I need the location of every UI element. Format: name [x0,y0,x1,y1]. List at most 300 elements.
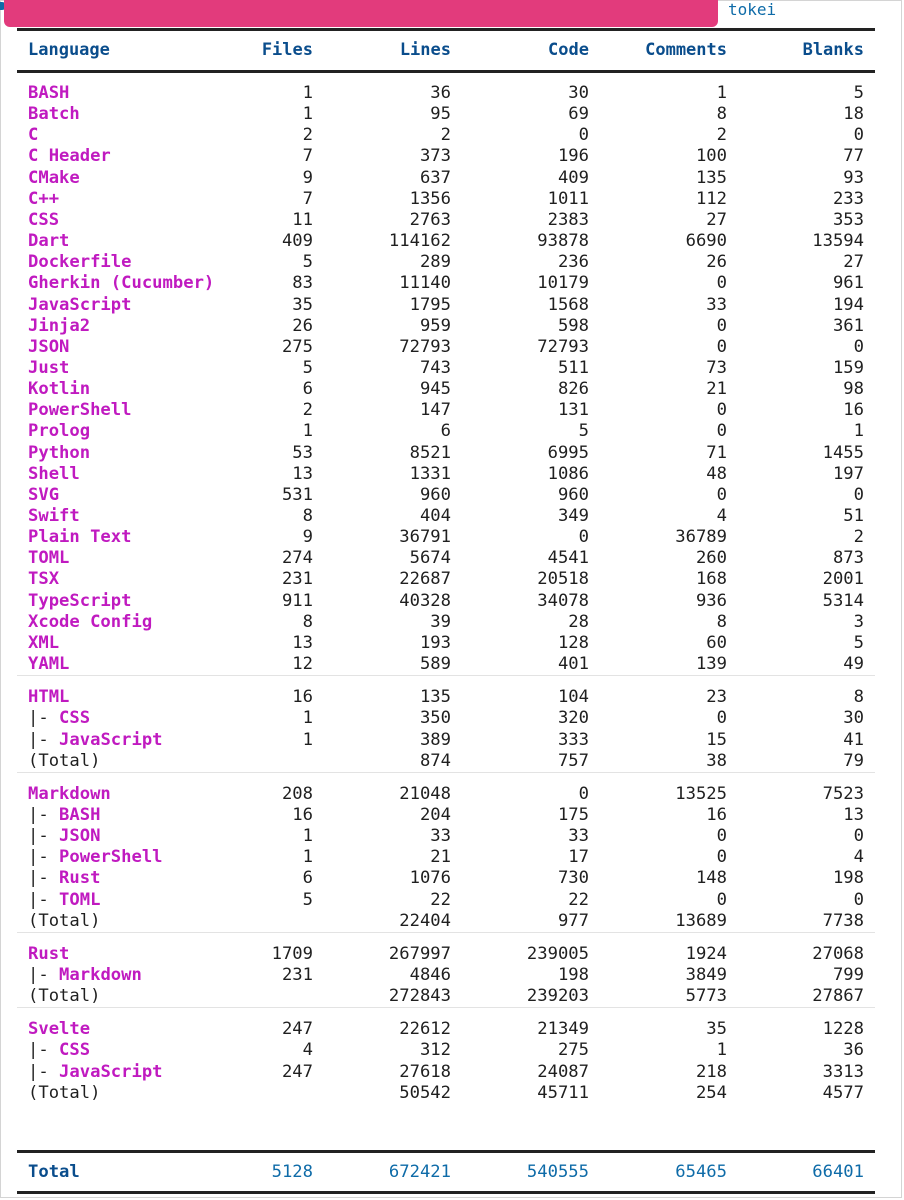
files-cell: 83 [292,273,313,294]
code-cell: 10179 [537,273,589,294]
language-name: TSX [28,569,60,590]
redacted-command-prefix [4,0,718,27]
comments-cell: 21 [706,379,727,400]
code-cell: 1568 [547,294,589,315]
lines-cell: 1331 [409,463,451,484]
group-separator [17,675,875,676]
files-cell: 7 [302,188,313,209]
blanks-cell: 233 [832,188,864,209]
files-cell: 231 [281,965,313,985]
language-name: JavaScript [59,729,163,750]
language-name: Just [28,357,70,378]
blanks-cell: 159 [832,357,864,378]
group-total-label: (Total) [28,750,101,771]
lines-cell: 135 [419,687,451,708]
comments-cell: 71 [706,442,727,463]
column-header-comments: Comments [645,40,727,60]
comments-cell: 0 [716,889,727,910]
lines-cell: 36 [430,83,451,103]
code-cell: 6995 [547,442,589,463]
code-cell: 1011 [547,188,589,209]
embedded-language-label [28,805,100,826]
files-cell: 13 [292,632,313,653]
lines-cell: 289 [419,252,451,273]
language-name: Rust [59,868,101,889]
table-row [28,400,864,421]
files-cell: 1 [302,421,313,442]
code-cell: 826 [557,379,589,400]
files-cell: 7 [302,146,313,167]
blanks-cell: 0 [853,889,864,910]
lines-cell: 5674 [409,548,451,569]
comments-cell: 15 [706,729,727,750]
embedded-language-row [28,708,864,729]
blanks-cell: 7738 [822,910,864,931]
comments-cell: 0 [716,708,727,729]
table-row [28,231,864,252]
lines-cell: 743 [419,357,451,378]
code-cell: 128 [557,632,589,653]
files-cell: 1 [302,83,313,103]
blanks-cell: 66401 [812,1162,864,1182]
language-name: Gherkin (Cucumber) [28,273,215,294]
language-name: Jinja2 [28,315,91,336]
lines-cell: 11140 [399,273,451,294]
language-name: Swift [28,506,80,526]
files-cell: 13 [292,463,313,484]
language-name: JSON [28,336,70,357]
table-top-rule [17,28,875,31]
lines-cell: 6 [440,421,451,442]
table-row [28,337,864,358]
table-row [28,210,864,231]
language-name: Prolog [28,421,91,442]
blanks-cell: 13 [843,804,864,825]
table-row [28,633,864,654]
blanks-cell: 27 [843,252,864,273]
code-cell: 93878 [537,231,589,252]
embedded-language-label [28,890,100,911]
embedded-language-row [28,1062,864,1083]
lines-cell: 39 [430,611,451,632]
comments-cell: 3849 [685,965,727,985]
code-cell: 275 [557,1040,589,1061]
comments-cell: 218 [695,1061,727,1082]
comments-cell: 0 [716,273,727,294]
code-cell: 22 [568,889,589,910]
files-cell: 5128 [271,1162,313,1182]
files-cell: 16 [292,687,313,708]
table-row [28,125,864,146]
language-name: TypeScript [28,590,132,611]
lines-cell: 8521 [409,442,451,463]
table-row [28,168,864,189]
code-cell: 175 [557,804,589,825]
lines-cell: 404 [419,506,451,526]
blanks-cell: 13594 [812,231,864,252]
lines-cell: 945 [419,379,451,400]
language-name: Kotlin [28,379,91,400]
files-cell: 208 [281,783,313,804]
comments-cell: 8 [716,611,727,632]
table-row [28,273,864,294]
embedded-language-row [28,730,864,751]
code-cell: 30 [568,83,589,103]
language-name: JavaScript [28,294,132,315]
files-cell: 6 [302,379,313,400]
lines-cell: 2 [440,125,451,146]
comments-cell: 0 [716,336,727,357]
code-cell: 333 [557,729,589,750]
comments-cell: 139 [695,654,727,675]
blanks-cell: 98 [843,379,864,400]
tree-prefix: |- [28,826,60,847]
files-cell: 5 [302,357,313,378]
language-name: Dockerfile [28,252,132,273]
total-top-rule [17,1150,875,1153]
comments-cell: 48 [706,463,727,484]
table-row [28,612,864,633]
tree-prefix: |- [28,1061,60,1082]
comments-cell: 1 [716,83,727,103]
lines-cell: 33 [430,826,451,847]
column-header-blanks: Blanks [802,40,864,60]
group-total-label: (Total) [28,1082,101,1103]
lines-cell: 50542 [399,1082,451,1103]
files-cell: 5 [302,252,313,273]
files-cell: 4 [302,1040,313,1061]
code-cell: 511 [557,357,589,378]
files-cell: 2 [302,400,313,421]
blanks-cell: 16 [843,400,864,421]
grand-total-row [28,1162,864,1183]
blanks-cell: 27867 [812,986,864,1007]
code-cell: 239005 [526,943,589,964]
grand-total-label: Total [28,1162,80,1182]
comments-cell: 2 [716,125,727,146]
code-cell: 977 [557,910,589,931]
language-name: BASH [59,804,101,825]
language-name: C [28,125,39,146]
column-header-language: Language [28,40,110,60]
table-row [28,295,864,316]
files-cell: 6 [302,868,313,889]
code-cell: 239203 [526,986,589,1007]
tree-prefix: |- [28,889,60,910]
code-cell: 69 [568,104,589,125]
files-cell: 11 [292,209,313,230]
language-name: Dart [28,231,70,252]
embedded-language-row [28,890,864,911]
files-cell: 531 [281,484,313,505]
comments-cell: 13689 [675,910,727,931]
lines-cell: 2763 [409,209,451,230]
blanks-cell: 198 [832,868,864,889]
blanks-cell: 961 [832,273,864,294]
group-total-row [28,1083,864,1104]
code-cell: 20518 [537,569,589,590]
comments-cell: 16 [706,804,727,825]
comments-cell: 4 [716,506,727,526]
embedded-language-row [28,868,864,889]
embedded-language-row [28,1040,864,1061]
embedded-language-label [28,965,142,986]
lines-cell: 312 [419,1040,451,1061]
language-name: Batch [28,104,80,125]
files-cell: 1 [302,104,313,125]
comments-cell: 0 [716,484,727,505]
comments-cell: 23 [706,687,727,708]
comments-cell: 254 [695,1082,727,1103]
comments-cell: 35 [706,1019,727,1040]
table-row [28,83,864,104]
files-cell: 8 [302,506,313,526]
table-row [28,654,864,675]
language-name: CSS [59,708,91,729]
blanks-cell: 0 [853,826,864,847]
blanks-cell: 873 [832,548,864,569]
blanks-cell: 36 [843,1040,864,1061]
comments-cell: 100 [695,146,727,167]
language-name: Markdown [28,783,111,804]
comments-cell: 73 [706,357,727,378]
group-separator [17,772,875,773]
comments-cell: 6690 [685,231,727,252]
comments-cell: 65465 [675,1162,727,1182]
code-cell: 0 [578,783,589,804]
table-row [28,252,864,273]
blanks-cell: 5314 [822,590,864,611]
blanks-cell: 7523 [822,783,864,804]
code-cell: 401 [557,654,589,675]
blanks-cell: 353 [832,209,864,230]
blanks-cell: 361 [832,315,864,336]
blanks-cell: 18 [843,104,864,125]
group-row [28,687,864,708]
language-name: Svelte [28,1019,91,1040]
table-row [28,104,864,125]
lines-cell: 267997 [388,943,451,964]
comments-cell: 27 [706,209,727,230]
group-separator [17,1007,875,1008]
table-header-row [28,40,864,61]
blanks-cell: 1 [853,421,864,442]
lines-cell: 147 [419,400,451,421]
language-name: Python [28,442,91,463]
blanks-cell: 2 [853,527,864,548]
lines-cell: 1356 [409,188,451,209]
blanks-cell: 1228 [822,1019,864,1040]
table-row [28,464,864,485]
column-header-files: Files [261,40,313,60]
lines-cell: 1076 [409,868,451,889]
files-cell: 1 [302,708,313,729]
code-cell: 540555 [526,1162,589,1182]
table-row [28,379,864,400]
code-cell: 17 [568,847,589,868]
files-cell: 247 [281,1061,313,1082]
comments-cell: 936 [695,590,727,611]
comments-cell: 13525 [675,783,727,804]
lines-cell: 874 [419,750,451,771]
files-cell: 53 [292,442,313,463]
lines-cell: 637 [419,167,451,188]
code-cell: 72793 [537,336,589,357]
code-cell: 21349 [537,1019,589,1040]
language-name: PowerShell [59,847,163,868]
lines-cell: 589 [419,654,451,675]
files-cell: 247 [281,1019,313,1040]
files-cell: 409 [281,231,313,252]
files-cell: 1 [302,847,313,868]
code-cell: 409 [557,167,589,188]
lines-cell: 22404 [399,910,451,931]
blanks-cell: 4577 [822,1082,864,1103]
embedded-language-label [28,730,163,751]
lines-cell: 959 [419,315,451,336]
code-cell: 320 [557,708,589,729]
language-name: BASH [28,83,70,103]
lines-cell: 672421 [388,1162,451,1182]
tree-prefix: |- [28,804,60,825]
tree-prefix: |- [28,965,60,985]
tree-prefix: |- [28,729,60,750]
tree-prefix: |- [28,708,60,729]
code-cell: 104 [557,687,589,708]
language-name: TOML [28,548,70,569]
comments-cell: 0 [716,421,727,442]
table-row [28,527,864,548]
group-total-row [28,986,864,1007]
code-cell: 0 [578,527,589,548]
blanks-cell: 799 [832,965,864,985]
command-text: tokei [728,0,777,19]
group-total-row [28,911,864,932]
code-cell: 757 [557,750,589,771]
language-name: CSS [28,209,60,230]
embedded-language-label [28,708,90,729]
language-name: Rust [28,943,70,964]
blanks-cell: 1455 [822,442,864,463]
blanks-cell: 2001 [822,569,864,590]
comments-cell: 0 [716,826,727,847]
lines-cell: 40328 [399,590,451,611]
table-row [28,506,864,527]
lines-cell: 4846 [409,965,451,985]
blanks-cell: 4 [853,847,864,868]
code-cell: 2383 [547,209,589,230]
lines-cell: 21 [430,847,451,868]
comments-cell: 0 [716,315,727,336]
blanks-cell: 51 [843,506,864,526]
language-name: Xcode Config [28,611,153,632]
code-cell: 34078 [537,590,589,611]
lines-cell: 272843 [388,986,451,1007]
group-separator [17,932,875,933]
lines-cell: 95 [430,104,451,125]
language-name: SVG [28,484,60,505]
table-row [28,569,864,590]
lines-cell: 72793 [399,336,451,357]
language-name: JSON [59,826,101,847]
files-cell: 9 [302,527,313,548]
embedded-language-row [28,847,864,868]
lines-cell: 204 [419,804,451,825]
lines-cell: 350 [419,708,451,729]
embedded-language-row [28,965,864,986]
comments-cell: 260 [695,548,727,569]
blanks-cell: 194 [832,294,864,315]
table-row [28,421,864,442]
comments-cell: 135 [695,167,727,188]
blanks-cell: 3 [853,611,864,632]
code-cell: 5 [578,421,589,442]
files-cell: 2 [302,125,313,146]
code-cell: 198 [557,965,589,985]
lines-cell: 114162 [388,231,451,252]
lines-cell: 22612 [399,1019,451,1040]
embedded-language-label [28,1040,90,1061]
blanks-cell: 93 [843,167,864,188]
table-row [28,146,864,167]
language-name: XML [28,632,60,653]
blanks-cell: 79 [843,750,864,771]
comments-cell: 38 [706,750,727,771]
blanks-cell: 3313 [822,1061,864,1082]
tree-prefix: |- [28,868,60,889]
language-name: Shell [28,463,80,484]
comments-cell: 36789 [675,527,727,548]
blanks-cell: 197 [832,463,864,484]
files-cell: 1 [302,729,313,750]
table-row [28,189,864,210]
code-cell: 730 [557,868,589,889]
table-row [28,485,864,506]
group-row [28,1019,864,1040]
files-cell: 231 [281,569,313,590]
blanks-cell: 0 [853,336,864,357]
embedded-language-row [28,826,864,847]
language-name: TOML [59,889,101,910]
group-row [28,784,864,805]
blanks-cell: 0 [853,125,864,146]
lines-cell: 22687 [399,569,451,590]
files-cell: 274 [281,548,313,569]
files-cell: 1709 [271,943,313,964]
code-cell: 4541 [547,548,589,569]
comments-cell: 0 [716,847,727,868]
lines-cell: 389 [419,729,451,750]
table-row [28,591,864,612]
lines-cell: 36791 [399,527,451,548]
comments-cell: 112 [695,188,727,209]
lines-cell: 373 [419,146,451,167]
blanks-cell: 5 [853,83,864,103]
group-total-label: (Total) [28,986,101,1007]
table-row [28,548,864,569]
language-name: C++ [28,188,60,209]
code-cell: 131 [557,400,589,421]
language-name: PowerShell [28,400,132,421]
code-cell: 28 [568,611,589,632]
blanks-cell: 8 [853,687,864,708]
embedded-language-row [28,805,864,826]
table-row [28,358,864,379]
comments-cell: 33 [706,294,727,315]
tree-prefix: |- [28,1040,60,1061]
group-total-label: (Total) [28,910,101,931]
blanks-cell: 0 [853,484,864,505]
